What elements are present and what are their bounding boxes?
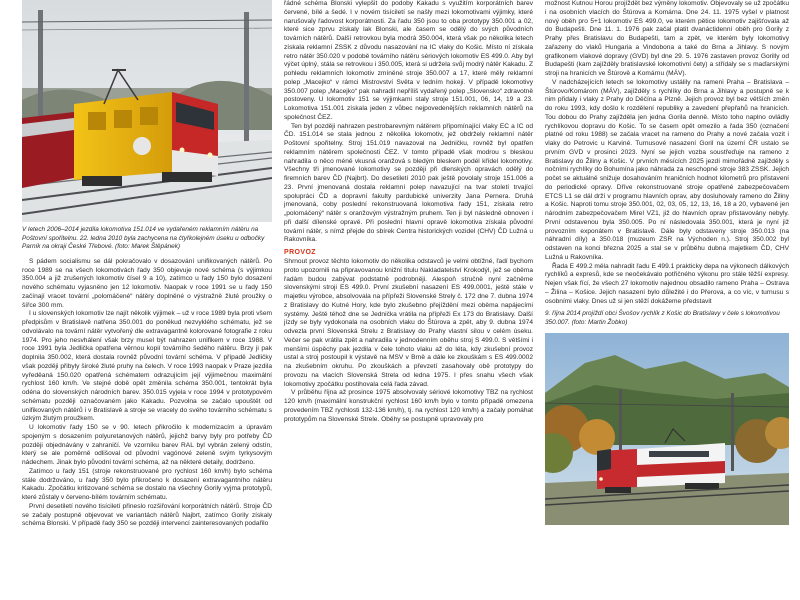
paragraph: V průběhu října až prosince 1975 absolvovaly sériové lokomotivy TBZ na rychlost 120 km/h (maximální konstrukční rychlost 160 km/h bylo v tomto případě omezena provedením TBZ rychlosti 132-136 km/h), tj. na rychlost 120 km/h) a začaly pomáhat prototypům na Slovenské Strele. Oběhy se postupně upravovaly pro — [284, 389, 533, 423]
paragraph: Shrnout provoz těchto lokomotiv do několika odstavců je velmi obtížné, řadí bychom proto upozornili na připravovanou knižní titulu Nakladatelství Krokodýl, jež se oběma řadám budou zabývat podstatně podrobněji. Alespoň stručně nyní začněme slovenskými stroji ES 499.0. První zkušební nasazení ES 499.0001, ještě stále v majetku výrobce, absolvovala na přípřeži Slovenské Strely č. 172 dne 7. dubna 1974 z Bratislavy do Kutné Hory, kde bylo zkušebno přejíždění mezi oběma napájecími systémy. Ještě téhož dne se Jednička vrátila na přípřeži Ex 173 do Bratislavy. Další jízdy se byly vydokonala na osobních vlaku do Štúrova a zpět, aby 9. dubna 1974 odvezla první Slovenská Strelu z Bratislavy do Prahy vlastní silou v celém úseku. Večer se pak vrátila zpět a nahradila v jednodenním oběhu stroj S 499.0. S většími i menšími úspěchy pak jezdila v čele tohoto vlaku až do léta, kdy zkušební provoz ustal a stroj postoupil k výstavě na MSV v Brně a dále ke zkouškám s ES 499.0002 na zkušebním okruhu. Po zkouškách a převzetí zasahovaly obě prototypy do provozu na vlacích Slovenská Strela od ledna 1975. I přes snahu všech však lokomotivy zpočátku postihovala celá řada závad. — [284, 258, 533, 388]
column-right — [545, 0, 789, 525]
photo-locomotive-350-007 — [545, 333, 789, 525]
paragraph: V nadcházejících letech se lokomotivy ustálily na rameni Praha – Bratislava – Štúrovo/Komárom (MÁV), zajížděly s rychlíky do Brna a Jihlavy a postupně se k nim přidaly i vlaky z Prahy do Děčína a Plzně. Jejich provoz byl bez větších změn do roku 1993, kdy došlo k rozdělení republiky a zavedení přepřahů na hranicích. Tou dobou do Prahy zajížděla jen jedna Gorila denně. Místo toho naplno ovládly rychlíkovou dopravu do Košic. To se časem opět omezilo a řada 350 (označení platné od roku 1988) se začala vracet na rameno do Prahy a nové začala vozit i vlaky do Petrovic u Karviné. Turnusové nasazení Goril na území ČR ustalo se prvním GVD v prosinci 2023. Nyní se jejich vozba soustřeďuje na rameno z Bratislavy do Žiliny a Košic. V prvních měsících 2025 jezdí mimořádně zajížděly s nočními rychlíky do Bohumína jako náhrada za neschopné stroje 383 ZSSK. Jejich počet se aktuálně snižuje dosahováním hraničních hodnot kilometrů pro přistavení do periodické opravy. Dříve rekonstruované stroje opatřené zabezpečovačem ETCS L1 se dál drží v programu hlavních oprav, aby dosluhovaly rameno do Žiliny a Košic. Naproti tomu stroje 350.001, 02, 03, 05, 12, 13, 16, 18 a 20, vybavené jen národním zabezpečovačem Mirel VZ1, již do hlavních oprav přistavovány nebyly. První odstavenou byla 350.005. Po ní následovala 350.001, která je nyní již provozním exponátem v Bratislavě. Dále byly odstaveny stroje 350.013 (na náhradní díly) a 350.018 (muzeum ZSR na Východen n.). Stroj 350.002 byl odstaven na konci března 2025 a stal se v průběhu dubna majetkem ČD, CHV Lužná u Rakovníka. — [545, 78, 789, 261]
paragraph: S pádem socialismu se dál pokračovalo v dosazování unifikovaných nátěrů. Po roce 1989 se na všech lokomotivách řady 350 objevuje nové schéma (s výjimkou 350.004 a již zrušených lokomotiv čísel 9 a 10), zatímco u řady 150 bylo dosazení nového schématu vyjasněno jen 12 lokomotiv. Naopak v roce 1991 se u řady 150 začínají vracet tovární „polomáčené“ nátěry doplněné o výstražně žluté proužky o šířce 300 mm. — [22, 257, 272, 309]
paragraph: První desetiletí nového tisíciletí přineslo rozšiřování korporátních nátěrů. Stroje ČD se začaly postupně objevovat ve variantách nátěrů Najbrt, zatímco Gorily získaly schéma Blonski. V případě řady 350 se později intervencí zainteresovaných podařilo — [22, 502, 272, 528]
paragraph: I u slovenských lokomotiv lze najít několik výjimek – už v roce 1989 byla proti všem předpisům v Bratislavě natřena 350.001 do poněkud nezvyklého schématu, jež se odvolávalo na tovární nátěr vytvořený dle extravagantně kolorované fotografie z roku 1974. Pro jeho nesvhálení však brzy musel být nahrazen unifikem v roce 1988. V roce 1991 byla Jedlička opatřena věrnou kopií továrního šedého nátěru. Brzy ji pak doplnila 350.002, která dostala rovněž původní tovární schéma. V případě Jedličky však později přibyly široké žluté pruhy na čelech. V roce 1993 naopak v Praze jezdila vyředěaná 150.020 opatřená schématem odrazujícím její výjimečnou maximální rychlost 160 km/h. Ve stejné době opět změnila schéma 350.001, tentokrát byla odéna do slovenských národních barev. 350.015 vyjela v roce 1994 v prototypovém schématu později označovaném jako Kakadu. Pozvolna se začalo upouštět od unifikovaných nátěrů i v Bratislavě a stroje se vracely do svého továrního schématu s úzkým žlutým proužkem. — [22, 310, 272, 423]
paragraph: U lokomotiv řady 150 se v 90. letech přikročilo k modernizacím a úpravám spojeným s dosazením polyuretanových nátěrů, jejichž barvy byly pro potřeby ČD později objednávány v zahraničí. Ve vzorníku barev RAL byl vybrán zelený odstín, který se ale poměrně odlišoval od původní vagónové zeleně svým tyrkysovým nádechem. Jinak bylo původní tovární schéma, až na některé detaily, dodrženo. — [22, 424, 272, 467]
photo-locomotive-151-014 — [22, 0, 272, 222]
photo-caption-151-014: V letech 2006–2014 jezdila lokomotiva 151.014 ve vydařeném reklamním nátěru na Poštovní spořitelnu. 22. ledna 2010 byla zachycena na čtyřkolejném úseku u odbočky Parník na okraji České Třebové. (foto: Marek Štěpánek) — [22, 226, 265, 251]
photo-350-007-illustration — [545, 333, 789, 525]
paragraph: Ten byl později nahrazen pestrobarevným nátěrem připomínající vlaky EC a IC od ČD. 151.014 se stala jednou z několika lokomotiv, jež obdržely reklamní nátěr Poštovní spořitelny. Stroj 151.019 navazoval na Jedničku, rovněž byl opatřen reklamním nátěrem společnosti ČEZ. V tomto případě však modrou s bleskou nahradila o něco méně vkusná oranžová s bledým bleskem podél křídel lokomotivy. Všechny tři jmenované lokomotivy se později při dlenských opravách odělý do firemních barev ČD (Najbrt). Do desetiletí 2010 pak ještě povolaly stroje 151.006 a 23. První jmenovaná dostala reklamní polep navazující na tvar století trvající spolupráci ČD a dopravní fakulty pardubické univerzity Jana Pernera. Druhá jmenovaná, coby poslední rekonstruovaná lokomotiva řady 151, získala retro „polomáčený“ nátěr s oranžovým výstražným pruhem. Ten ji byl následně obnoven i při další dílenské opravě. Při poslední hlavní opravě lokomotiva získala původní tovární nátěr, s nímž přejde do sbírek Centra historických vozidel (CHV) ČD Lužná u Rakovníka. — [284, 122, 533, 244]
paragraph: řádné schéma Blonski vylepšit do podoby Kakadu s využitím korporátních barev červené, bílé a šedé. I v novém tisíciletí se našly mezi lokomotivami výjimky, které narušovaly řadovost korporátnosti. Za řadu 350 jsou to oba prototypy 350.001 a 02, které sice zprvu získaly lak Blonski, ale časem se odělý do svých původních továrních nátěrů. Další retrovkou byla modrá 350.004, která však po několika letech získala reklamní ZSSK z důvodu nasazování na IC vlaky do Košic. Místo ní získala retro nátěr 350.020 v podobě továrního nátěru sériových lokomotiv ES 499.0. Aby byl výčet úplný, stála se retrovkou i 350.005, která si udržela svůj modrý nátěr Kakadu. Z pohledu reklamních lokomotiv zmíněné stroje 350.007 a 17, které měly reklamní polep „Macejko“ v rámci Mistrovství Světa v ledním hokeji. V případě lokomotivy 350.007 polep „Macejko“ pak nahradil nepříliš vydařený polep „Slovensko“ zdravotně postoveny. U lokomotiv 151 se výjimkami staly stroje 151.001, 06, 14, 19 a 23. Lokomotiva 151.001 získala jeden z vůbec nejpovedenějších reklamních nátěrů na společnost ČEZ. — [284, 0, 533, 121]
paragraph: Zatímco u řady 151 (stroje rekonstruované pro rychlost 160 km/h) bylo schéma stále dodržováno, u řady 350 bylo přikročeno k dosazení extravagantního nátěru Kakadu. Zpočátku kritizované schéma se dostalo na všechny Gorily vyjma prototypů, které zůstaly v červeno-bílém továrním schématu. — [22, 467, 272, 502]
column-left — [22, 0, 272, 529]
section-heading-provoz: PROVOZ — [284, 249, 316, 256]
column-middle — [284, 0, 533, 424]
photo-151-014-illustration — [22, 0, 272, 222]
photo-caption-350-007: 9. října 2014 projíždí obci Švošov rychlík z Košic do Bratislavy v čele s lokomotivou 350.007. (foto: Martin Žobko) — [545, 310, 780, 326]
paragraph: možnost Kutnou Horou projíždět bez výměny lokomotiv. Objevovaly se už zpočátku i na osobních vlacích do Štúrova a Komárna. Dne 24. 11. 1975 vyšel v platnost nový oběh pro 5+1 lokomotiv ES 499.0, ve kterém pětice lokomotiv zajišťovala až do Budapešti. Dne 11. 1. 1976 pak začal platit dvanáctidenní oběh pro Gorily z Prahy přes Bratislavu do Budapešti, tam a zpět, ve kterém byly lokomotivy zařazeny do vlaků Hungaria a Vindobona a také do Brna a Jihlavy. S novým grafikonem vlakové dopravy (GVD) byl dne 29. 5. 1976 zastaven provoz Gorilly od Budapešti (kam zajížděly bratislavské lokomotivní čety) a střídaly se s maďarskými stroji na hranicích ve Štúrově a Komárnu (MÁV). — [545, 0, 789, 77]
paragraph: Řada E 499.2 měla nahradit řadu E 499.1 prakticky depa na výkonech dálkových rychlíků a expresů, kde se neočekávalo potřičného výkonu pro stále těžší expresy. Nejen však fící, že všech 27 lokomotiv najednou obsadilo rameno Praha – Ostrava – Žilina – Košice. Jejich nasazení bylo důležité i do Přerova, a co víc, v turnusu s osobními vlaky. Dnes už si jen stěží dokážeme představit — [545, 262, 789, 305]
